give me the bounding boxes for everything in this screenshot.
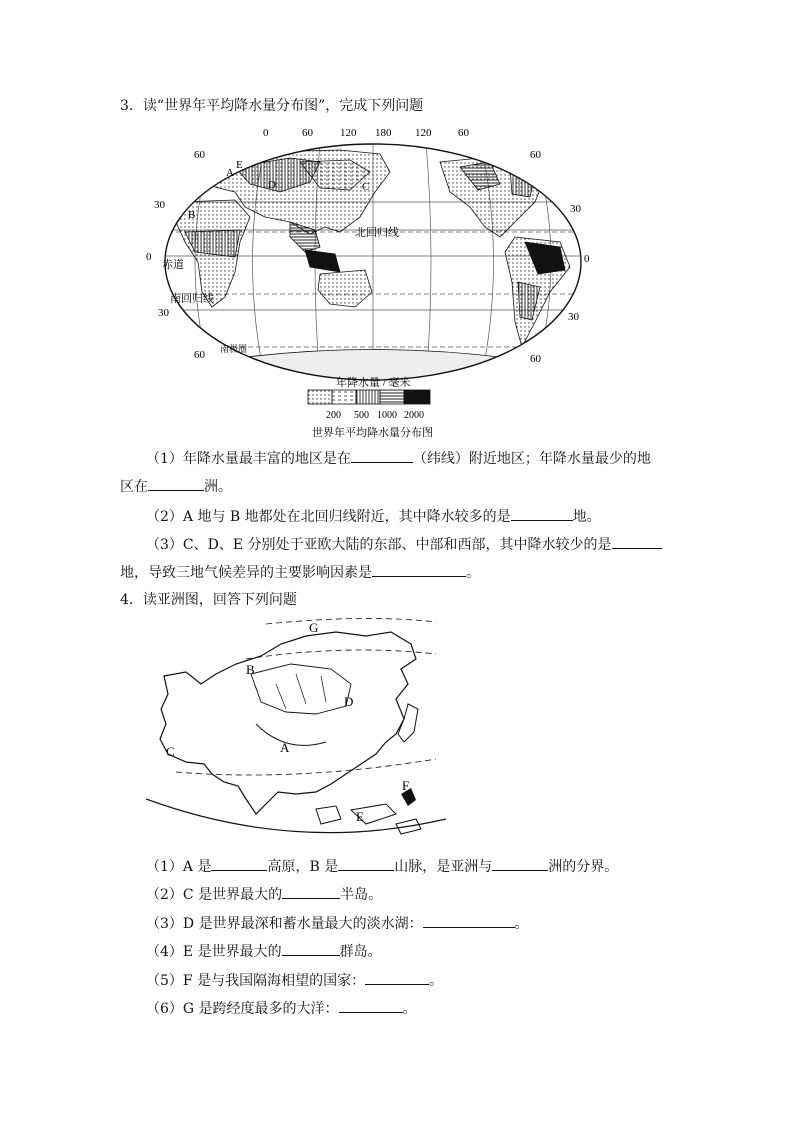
- legend-value: 2000: [404, 410, 424, 421]
- lon-label: 60: [458, 127, 469, 139]
- tropic-north-label: 北回归线: [355, 227, 399, 239]
- lon-label: 120: [340, 127, 357, 139]
- q3-item-3-text: （3）C、D、E 分别处于亚欧大陆的东部、中部和西部，其中降水较少的是: [146, 537, 612, 553]
- region-label-d: D: [268, 179, 276, 191]
- q3-item-3-cont: [120, 562, 480, 583]
- q3-item-1-cont-text-2: 洲。: [204, 479, 232, 495]
- lon-label: 0: [263, 127, 269, 139]
- q3-title: 3．读“世界年平均降水量分布图”，完成下列问题: [120, 98, 424, 114]
- answer-blank[interactable]: [148, 476, 204, 491]
- q4-item-1-text-2: 高原，B 是: [267, 859, 339, 875]
- q3-item-2-text: （2）A 地与 B 地都处在北回归线附近，其中降水较多的是: [146, 509, 511, 525]
- lat-label: 0: [146, 251, 152, 263]
- region-label-e: E: [236, 159, 243, 171]
- answer-blank[interactable]: [211, 856, 267, 871]
- q3-item-2-text-2: 地。: [572, 509, 601, 525]
- q3-item-2: [146, 506, 601, 527]
- q3-item-1-cont-text: 区在: [120, 479, 148, 495]
- answer-blank[interactable]: [351, 448, 413, 463]
- lat-label: 60: [530, 149, 541, 161]
- legend-value: 500: [354, 410, 369, 421]
- asia-label-g: G: [309, 620, 319, 635]
- answer-blank[interactable]: [282, 884, 340, 899]
- answer-blank[interactable]: [612, 534, 662, 549]
- legend-swatch: [404, 390, 430, 404]
- legend-swatch: [308, 390, 332, 404]
- q4-item-4-text: （4）E 是世界最大的: [146, 944, 282, 960]
- q3-item-3: [146, 534, 662, 555]
- lat-label: 30: [154, 199, 165, 211]
- q4-item-3: [146, 913, 529, 934]
- lon-label: 120: [415, 127, 432, 139]
- region-label-b: B: [188, 209, 196, 221]
- q4-item-3-text: （3）D 是世界最深和蓄水量最大的淡水湖：: [146, 916, 423, 932]
- legend-value: 200: [326, 410, 341, 421]
- q3-item-1-text: （1）年降水量最丰富的地区是在: [146, 451, 351, 467]
- region-label-c: C: [362, 181, 370, 193]
- lat-label: 30: [570, 203, 581, 215]
- q3-item-3-cont-text: 地，导致三地气候差异的主要影响因素是: [120, 565, 372, 581]
- q4-item-5-text-2: 。: [429, 973, 444, 989]
- asia-label-d: D: [344, 694, 354, 709]
- q4-item-1-text: （1）A 是: [146, 859, 212, 875]
- answer-blank[interactable]: [492, 856, 548, 871]
- q4-item-6-text-2: 。: [402, 1001, 417, 1017]
- q4-item-4: [146, 941, 382, 962]
- answer-blank[interactable]: [423, 913, 515, 928]
- asia-label-f: F: [402, 778, 410, 793]
- lat-label: 0: [584, 253, 590, 265]
- lon-label: 60: [302, 127, 313, 139]
- answer-blank[interactable]: [338, 856, 394, 871]
- answer-blank[interactable]: [282, 941, 340, 956]
- map-caption: 世界年平均降水量分布图: [312, 427, 433, 439]
- lat-label: 60: [194, 149, 205, 161]
- q3-item-1: [146, 448, 651, 469]
- asia-label-a: A: [280, 740, 290, 755]
- q4-item-5: [146, 970, 443, 991]
- q4-item-6: [146, 998, 417, 1019]
- answer-blank[interactable]: [511, 506, 573, 521]
- q4-item-2-text-2: 半岛。: [340, 887, 383, 903]
- answer-blank[interactable]: [339, 998, 403, 1013]
- asia-label-e: E: [356, 809, 364, 824]
- q4-item-2: [146, 884, 382, 905]
- legend-title: 年降水量 / 毫米: [336, 377, 411, 389]
- legend-value: 1000: [377, 410, 397, 421]
- q4-item-5-text: （5）F 是与我国隔海相望的国家：: [146, 973, 366, 989]
- asia-label-c: C: [166, 744, 175, 759]
- lat-label: 60: [530, 353, 541, 365]
- antarctic-circle-label: 南极圈: [220, 344, 248, 354]
- q4-title: 4．读亚洲图，回答下列问题: [120, 592, 297, 608]
- lon-label: 180: [375, 127, 392, 139]
- legend-swatch: [380, 390, 404, 404]
- tropic-south-label: 南回归线: [170, 293, 214, 305]
- q3-item-1-cont: [120, 476, 232, 497]
- q4-item-1: [146, 856, 618, 877]
- q4-item-1-text-4: 洲的分界。: [548, 859, 619, 875]
- asia-label-b: B: [246, 662, 255, 677]
- lat-label: 30: [158, 307, 169, 319]
- answer-blank[interactable]: [365, 970, 429, 985]
- q4-item-3-text-2: 。: [514, 916, 529, 932]
- equator-label: 赤道: [162, 259, 184, 271]
- q4-item-4-text-2: 群岛。: [339, 944, 382, 960]
- legend-swatch: [356, 390, 380, 404]
- q4-item-2-text: （2）C 是世界最大的: [146, 887, 283, 903]
- q4-item-6-text: （6）G 是跨经度最多的大洋：: [146, 1001, 339, 1017]
- answer-blank[interactable]: [372, 562, 466, 577]
- asia-map: [146, 614, 446, 854]
- lat-label: 30: [568, 311, 579, 323]
- q3-item-3-cont-text-2: 。: [466, 565, 480, 581]
- region-label-a: A: [226, 167, 234, 179]
- q3-item-1-text-2: （纬线）附近地区；年降水量最少的地: [412, 451, 651, 467]
- lat-label: 60: [194, 349, 205, 361]
- q4-item-1-text-3: 山脉，是亚洲与: [394, 859, 493, 875]
- legend-swatch: [332, 390, 356, 404]
- world-precipitation-map: [140, 122, 600, 446]
